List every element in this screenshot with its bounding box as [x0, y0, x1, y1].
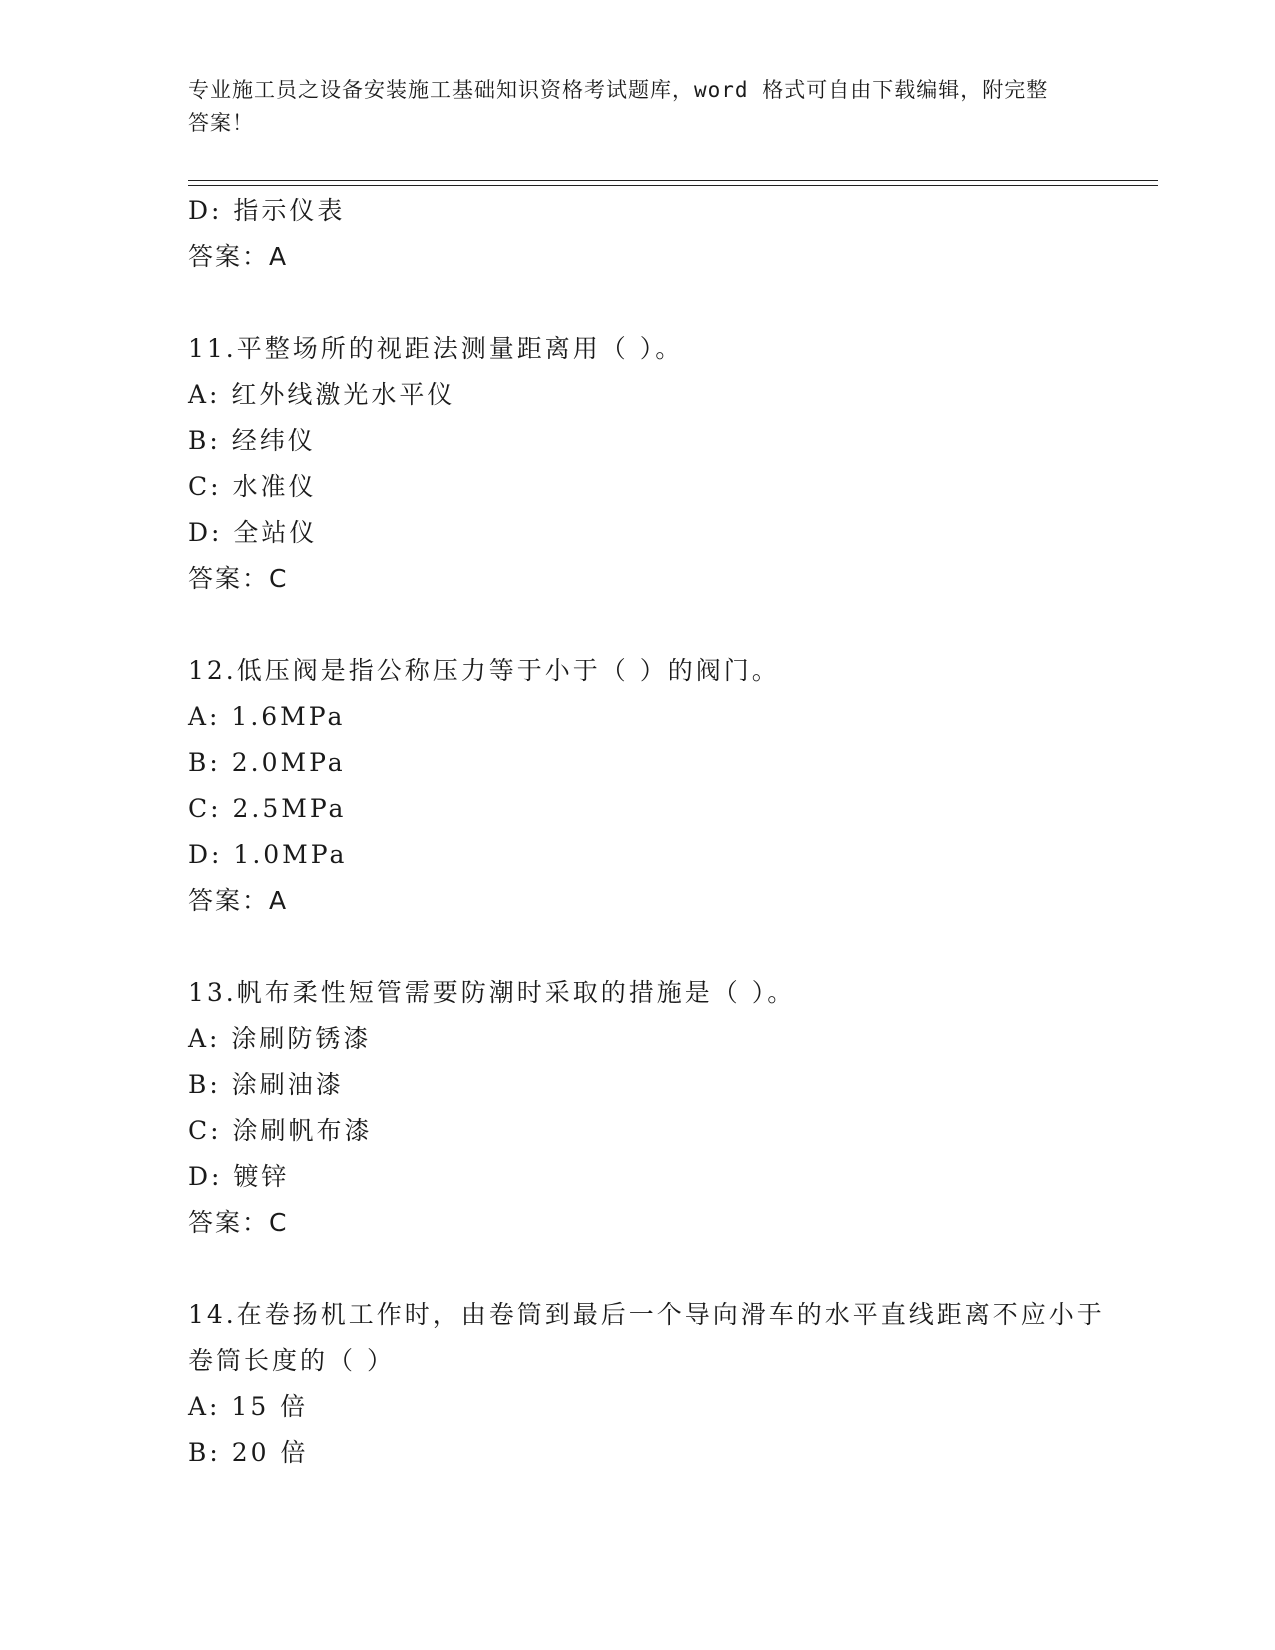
question-stem: 11.平整场所的视距法测量距离用（ ）。 [188, 334, 684, 363]
question-stem: 13.帆布柔性短管需要防潮时采取的措施是（ ）。 [188, 978, 796, 1007]
option-b: B: 经纬仪 [188, 426, 316, 455]
question-12 [188, 648, 1128, 924]
option-b: B: 2.0MPa [188, 748, 346, 777]
option-a: A: 1.6MPa [188, 702, 346, 731]
option-d: D: 全站仪 [188, 518, 318, 547]
document-header: 专业施工员之设备安装施工基础知识资格考试题库，word 格式可自由下载编辑，附完整答案！ [188, 78, 1049, 135]
question-stem: 12.低压阀是指公称压力等于小于（ ）的阀门。 [188, 656, 780, 685]
answer-line: 答案：C [188, 564, 289, 593]
question-14 [188, 1292, 1128, 1476]
question-list [188, 188, 1128, 1476]
question-13 [188, 970, 1128, 1246]
option-b: B: 20 倍 [188, 1438, 309, 1467]
previous-question-tail [188, 188, 1128, 280]
option-a: A: 红外线激光水平仪 [188, 380, 456, 409]
question-stem: 14.在卷扬机工作时，由卷筒到最后一个导向滑车的水平直线距离不应小于卷筒长度的（ ） [188, 1300, 1105, 1375]
option-c: C: 水准仪 [188, 472, 317, 501]
option-a: A: 涂刷防锈漆 [188, 1024, 372, 1053]
header-divider-top [188, 180, 1158, 181]
answer-line: 答案：C [188, 1208, 289, 1237]
answer-line: 答案：A [188, 242, 289, 271]
option-b: B: 涂刷油漆 [188, 1070, 344, 1099]
answer-line: 答案：A [188, 886, 289, 915]
option-d: D: 指示仪表 [188, 196, 346, 225]
option-c: C: 2.5MPa [188, 794, 347, 823]
question-11 [188, 326, 1128, 602]
header-divider-bottom [188, 185, 1158, 186]
option-d: D: 镀锌 [188, 1162, 290, 1191]
option-c: C: 涂刷帆布漆 [188, 1116, 373, 1145]
option-a: A: 15 倍 [188, 1392, 309, 1421]
option-d: D: 1.0MPa [188, 840, 348, 869]
